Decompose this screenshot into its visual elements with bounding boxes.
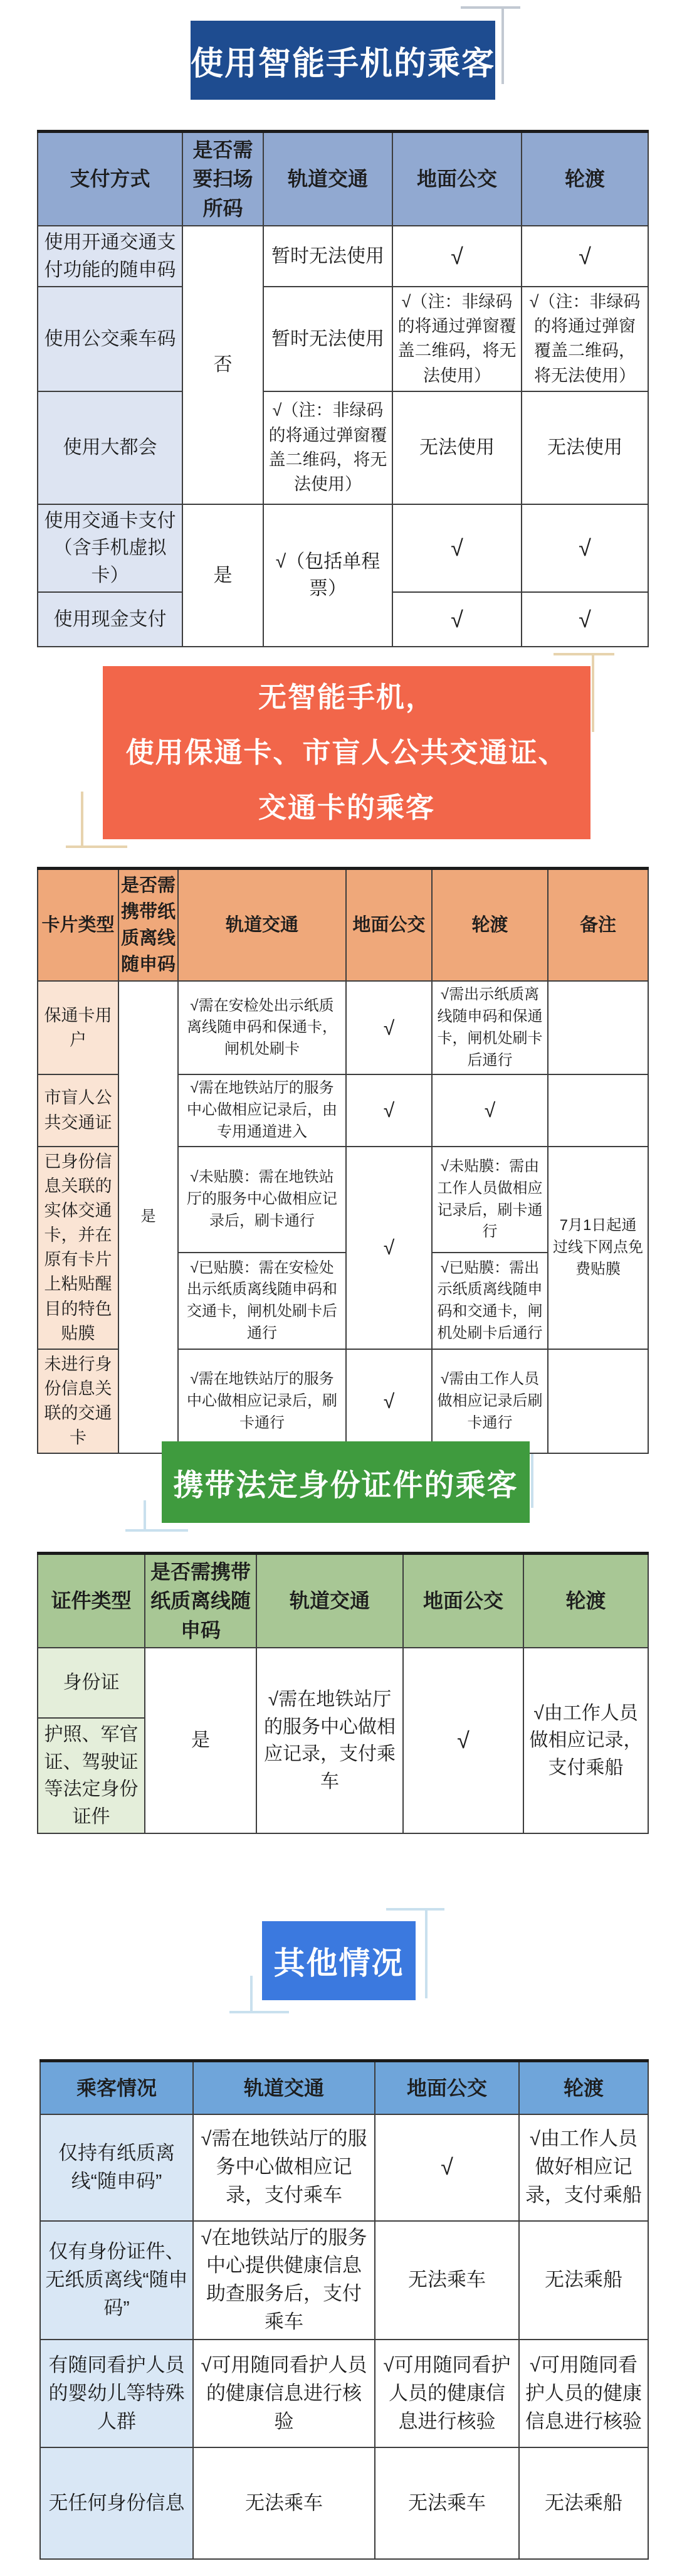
table-header-row bbox=[40, 2061, 648, 2114]
bus-cell: √ bbox=[375, 2114, 519, 2221]
table-row bbox=[38, 981, 648, 1074]
ferry-cell: √ bbox=[432, 1074, 548, 1146]
card-users-table bbox=[37, 867, 649, 1454]
table-row bbox=[40, 2340, 648, 2447]
bus-cell: 无法乘车 bbox=[375, 2447, 519, 2559]
passenger-case-cell: 有随同看护人员的婴幼儿等特殊人群 bbox=[40, 2340, 193, 2447]
table-header-row bbox=[38, 869, 648, 982]
ferry-cell: √需出示纸质离线随申码和保通卡，闸机处刷卡后通行 bbox=[432, 981, 548, 1074]
table-row bbox=[38, 504, 648, 593]
crop-mark-line bbox=[144, 1500, 146, 1530]
rail-cell: √需在地铁站厅的服务中心做相应记录，支付乘车 bbox=[193, 2114, 375, 2221]
header-cell: 地面公交 bbox=[403, 1554, 523, 1648]
note-cell bbox=[548, 1074, 648, 1146]
crop-mark-line bbox=[461, 6, 520, 9]
crop-mark-line bbox=[386, 1908, 444, 1911]
rail-cell: √需在地铁站厅的服务中心做相应记录后，刷卡通行 bbox=[178, 1349, 346, 1454]
header-cell: 轮渡 bbox=[519, 2061, 648, 2114]
paper-code-required-cell: 是 bbox=[145, 1648, 256, 1833]
rail-cell: 暂时无法使用 bbox=[263, 287, 392, 391]
ferry-cell: 无法乘船 bbox=[519, 2447, 648, 2559]
crop-mark-line bbox=[501, 9, 504, 84]
header-cell: 地面公交 bbox=[375, 2061, 519, 2114]
crop-mark-line bbox=[425, 1911, 428, 1998]
smartphone-table bbox=[37, 130, 649, 647]
table-row bbox=[40, 2114, 648, 2221]
note-cell bbox=[548, 1349, 648, 1454]
table-header-row bbox=[38, 132, 648, 226]
ferry-cell: √未贴膜：需由工作人员做相应记录后，刷卡通行 bbox=[432, 1147, 548, 1253]
header-cell: 备注 bbox=[548, 869, 648, 982]
crop-mark-line bbox=[592, 655, 594, 732]
bus-cell: √ bbox=[346, 1074, 432, 1146]
header-cell: 支付方式 bbox=[38, 132, 182, 226]
header-cell: 卡片类型 bbox=[38, 869, 118, 982]
id-docs-table bbox=[37, 1552, 649, 1834]
header-cell: 地面公交 bbox=[392, 132, 522, 226]
header-cell: 轮渡 bbox=[432, 869, 548, 982]
cert-type-cell: 身份证 bbox=[38, 1648, 145, 1718]
ferry-cell: √（注：非绿码的将通过弹窗覆盖二维码，将无法使用） bbox=[522, 287, 648, 391]
card-type-cell: 保通卡用户 bbox=[38, 981, 118, 1074]
ferry-cell: √ bbox=[522, 226, 648, 287]
payment-method-cell: 使用现金支付 bbox=[38, 592, 182, 647]
header-cell: 证件类型 bbox=[38, 1554, 145, 1648]
rail-cell: √需在安检处出示纸质离线随申码和保通卡，闸机处刷卡 bbox=[178, 981, 346, 1074]
section-title-no-phone-line2: 使用保通卡、市盲人公共交通证、 bbox=[125, 736, 568, 769]
passenger-case-cell: 无任何身份信息 bbox=[40, 2447, 193, 2559]
table-row bbox=[38, 226, 648, 287]
rail-cell: √需在地铁站厅的服务中心做相应记录后，由专用通道进入 bbox=[178, 1074, 346, 1146]
rail-cell: √未贴膜：需在地铁站厅的服务中心做相应记录后，刷卡通行 bbox=[178, 1147, 346, 1253]
scan-required-cell: 否 bbox=[182, 226, 263, 504]
bus-cell: 无法乘车 bbox=[375, 2221, 519, 2340]
crop-mark-line bbox=[66, 845, 127, 848]
section-title-no-phone-line1: 无智能手机， bbox=[258, 681, 435, 714]
ferry-cell: √可用随同看护人员的健康信息进行核验 bbox=[519, 2340, 648, 2447]
table-row bbox=[38, 1648, 648, 1718]
rail-cell: 暂时无法使用 bbox=[263, 226, 392, 287]
payment-method-cell: 使用开通交通支付功能的随申码 bbox=[38, 226, 182, 287]
header-cell: 轨道交通 bbox=[263, 132, 392, 226]
header-cell: 地面公交 bbox=[346, 869, 432, 982]
payment-method-cell: 使用大都会 bbox=[38, 391, 182, 504]
other-cases-table bbox=[39, 2059, 649, 2560]
paper-code-required-cell: 是 bbox=[118, 981, 178, 1453]
bus-cell: √ bbox=[392, 226, 522, 287]
rail-cell: √可用随同看护人员的健康信息进行核验 bbox=[193, 2340, 375, 2447]
note-cell bbox=[548, 981, 648, 1074]
section-title-smartphone-text: 使用智能手机的乘客 bbox=[191, 45, 496, 82]
table-row bbox=[38, 391, 648, 504]
ferry-cell: 无法使用 bbox=[522, 391, 648, 504]
bus-cell: √ bbox=[346, 1147, 432, 1349]
header-cell: 轮渡 bbox=[523, 1554, 648, 1648]
rail-cell: 无法乘车 bbox=[193, 2447, 375, 2559]
rail-cell: √（注：非绿码的将通过弹窗覆盖二维码，将无法使用） bbox=[263, 391, 392, 504]
ferry-cell: √ bbox=[522, 504, 648, 593]
card-type-cell: 已身份信息关联的实体交通卡，并在原有卡片上粘贴醒目的特色贴膜 bbox=[38, 1147, 118, 1349]
header-cell: 是否需要扫场所码 bbox=[182, 132, 263, 226]
ferry-cell: √由工作人员做好相应记录，支付乘船 bbox=[519, 2114, 648, 2221]
header-cell: 乘客情况 bbox=[40, 2061, 193, 2114]
header-cell: 轨道交通 bbox=[193, 2061, 375, 2114]
passenger-case-cell: 仅持有纸质离线“随申码” bbox=[40, 2114, 193, 2221]
table-row bbox=[38, 287, 648, 391]
cert-type-cell: 护照、军官证、驾驶证等法定身份证件 bbox=[38, 1718, 145, 1833]
crop-mark-line bbox=[229, 2011, 289, 2013]
crop-mark-line bbox=[81, 792, 83, 847]
payment-method-cell: 使用交通卡支付（含手机虚拟卡） bbox=[38, 504, 182, 593]
section-title-other-text: 其他情况 bbox=[273, 1946, 404, 1981]
rail-cell: √（包括单程票） bbox=[263, 504, 392, 647]
crop-mark-line bbox=[250, 1976, 253, 2012]
bus-cell: √ bbox=[403, 1648, 523, 1833]
bus-cell: √可用随同看护人员的健康信息进行核验 bbox=[375, 2340, 519, 2447]
section-title-id-docs bbox=[162, 1441, 530, 1523]
scan-required-cell: 是 bbox=[182, 504, 263, 647]
rail-cell: √需在地铁站厅的服务中心做相应记录，支付乘车 bbox=[256, 1648, 403, 1833]
header-cell: 是否需携带纸质离线随申码 bbox=[145, 1554, 256, 1648]
section-title-other bbox=[262, 1921, 416, 2000]
ferry-cell: √已贴膜：需出示纸质离线随申码和交通卡，闸机处刷卡后通行 bbox=[432, 1253, 548, 1349]
payment-method-cell: 使用公交乘车码 bbox=[38, 287, 182, 391]
rail-cell: √在地铁站厅的服务中心提供健康信息助查服务后，支付乘车 bbox=[193, 2221, 375, 2340]
header-cell: 轮渡 bbox=[522, 132, 648, 226]
table-row bbox=[40, 2447, 648, 2559]
header-cell: 是否需携带纸质离线随申码 bbox=[118, 869, 178, 982]
ferry-cell: 无法乘船 bbox=[519, 2221, 648, 2340]
ferry-cell: √ bbox=[522, 592, 648, 647]
table-header-row bbox=[38, 1554, 648, 1648]
bus-cell: √ bbox=[346, 981, 432, 1074]
section-title-no-phone-line3: 交通卡的乘客 bbox=[258, 791, 435, 824]
section-title-smartphone bbox=[191, 21, 495, 100]
ferry-cell: √由工作人员做相应记录，支付乘船 bbox=[523, 1648, 648, 1833]
bus-cell: 无法使用 bbox=[392, 391, 522, 504]
header-cell: 轨道交通 bbox=[256, 1554, 403, 1648]
header-cell: 轨道交通 bbox=[178, 869, 346, 982]
crop-mark-line bbox=[554, 653, 614, 655]
crop-mark-line bbox=[125, 1529, 188, 1532]
section-title-id-docs-text: 携带法定身份证件的乘客 bbox=[173, 1468, 518, 1502]
section-title-no-phone bbox=[103, 666, 590, 839]
rail-cell: √已贴膜：需在安检处出示纸质离线随申码和交通卡，闸机处刷卡后通行 bbox=[178, 1253, 346, 1349]
bus-cell: √ bbox=[392, 504, 522, 593]
table-row bbox=[40, 2221, 648, 2340]
note-cell: 7月1日起通过线下网点免费贴膜 bbox=[548, 1147, 648, 1349]
card-type-cell: 市盲人公共交通证 bbox=[38, 1074, 118, 1146]
passenger-case-cell: 仅有身份证件、无纸质离线“随申码” bbox=[40, 2221, 193, 2340]
bus-cell: √（注：非绿码的将通过弹窗覆盖二维码，将无法使用） bbox=[392, 287, 522, 391]
bus-cell: √ bbox=[346, 1349, 432, 1454]
card-type-cell: 未进行身份信息关联的交通卡 bbox=[38, 1349, 118, 1454]
bus-cell: √ bbox=[392, 592, 522, 647]
ferry-cell: √需由工作人员做相应记录后刷卡通行 bbox=[432, 1349, 548, 1454]
